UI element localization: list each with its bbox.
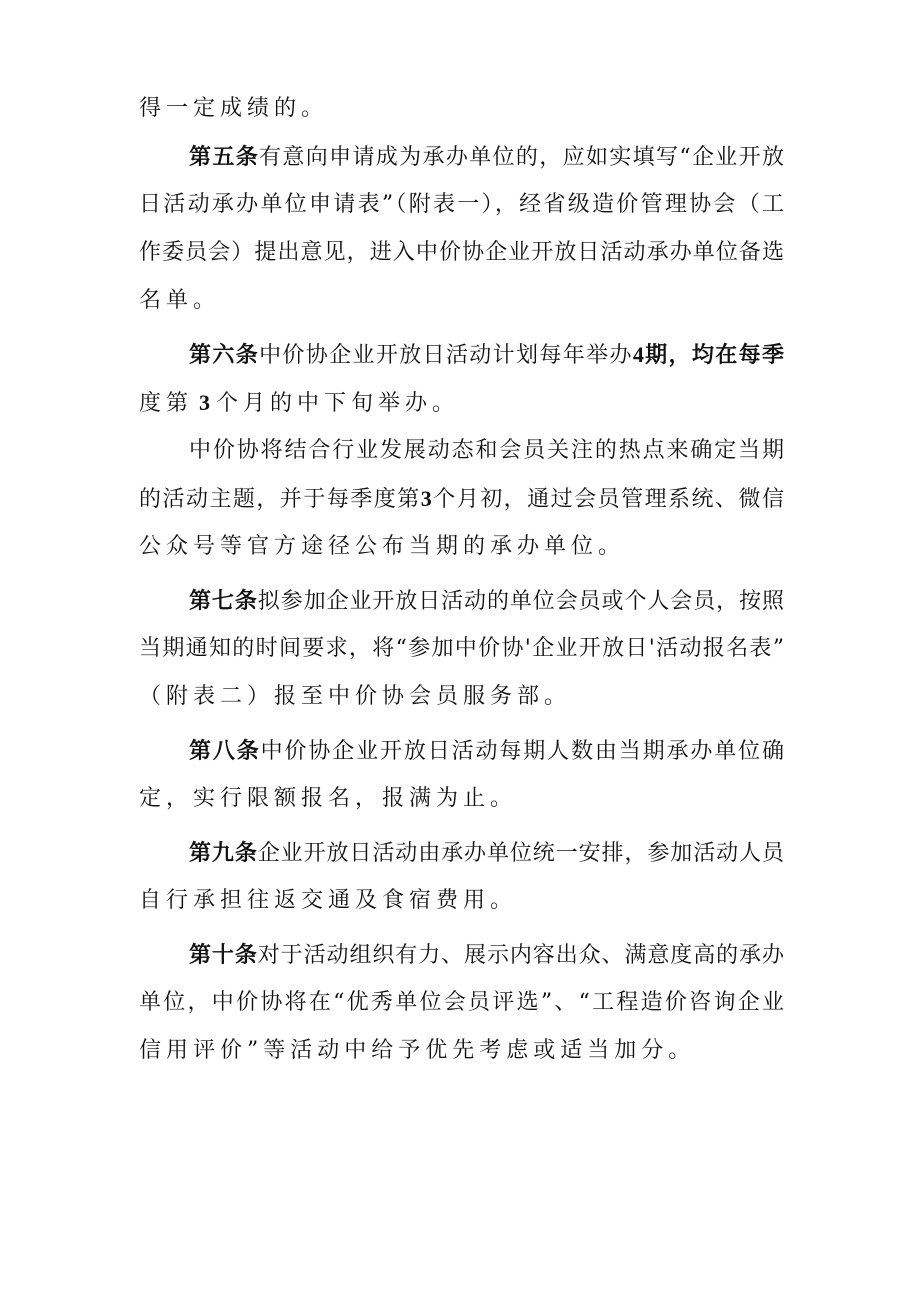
article-5-line-2 (139, 188, 784, 222)
article-6-line-2 (139, 386, 459, 420)
article-5-line-3 (139, 236, 784, 270)
article-5-text-4: 名单。 (139, 288, 221, 313)
article-6-text-end: ，均在每季 (668, 342, 784, 368)
paragraph-line-3 (139, 530, 625, 564)
article-5-line-4 (139, 284, 220, 318)
article-9-text: 企业开放日活动由承办单位统一安排，参加活动人员 (257, 841, 784, 866)
article-7-line-1 (139, 584, 784, 618)
article-5-text-3: 作委员会）提出意见，进入中价协企业开放日活动承办单位备选 (139, 240, 784, 265)
article-6-text-2a: 度第 (139, 391, 194, 416)
text-line (139, 92, 328, 126)
article-10-text: 对于活动组织有力、展示内容出众、满意度高的承办 (257, 943, 784, 968)
article-10-line-1 (139, 938, 784, 972)
article-9-text-2: 自行承担往返交通及食宿费用。 (139, 888, 518, 913)
article-7-text: 拟参加企业开放日活动的单位会员或个人会员，按照 (257, 589, 784, 614)
paragraph-line-1 (139, 434, 784, 468)
article-8-title: 第八条 (189, 738, 261, 764)
article-8-text: 中价协企业开放日活动每期人数由当期承办单位确 (260, 739, 784, 764)
article-7-text-2: 当期通知的时间要求，将“参加中价协'企业开放日'活动报名表” (139, 636, 784, 661)
paragraph-text-2a: 的活动主题，并于每季度第 (139, 487, 421, 512)
paragraph-text-1: 中价协将结合行业发展动态和会员关注的热点来确定当期 (189, 438, 784, 463)
article-10-title: 第十条 (189, 942, 258, 968)
paragraph-text-2b: 个月初，通过会员管理系统、微信 (431, 487, 784, 512)
period-unit: 期 (643, 342, 669, 368)
article-8-text-2: 定，实行限额报名，报满为止。 (139, 786, 518, 811)
article-10-line-2 (139, 986, 784, 1020)
article-7-line-2 (139, 632, 784, 666)
article-9-line-2 (139, 884, 517, 918)
paragraph-line-2 (139, 482, 784, 516)
month-number-2: 3 (420, 486, 432, 511)
article-7-text-3: （附表二）报至中价协会员服务部。 (139, 684, 572, 709)
article-7-title: 第七条 (189, 588, 258, 614)
article-9-title: 第九条 (189, 840, 258, 866)
article-6-title: 第六条 (189, 342, 260, 368)
month-number: 3 (199, 390, 211, 415)
article-10-line-3 (139, 1034, 695, 1068)
article-5-line-1 (139, 140, 784, 174)
article-6-line-1 (139, 338, 784, 372)
article-5-text-2: 日活动承办单位申请表”（附表一），经省级造价管理协会（工 (139, 192, 784, 217)
article-6-text-2b: 个月的中下旬举办。 (216, 391, 460, 416)
paragraph-text-3: 公众号等官方途径公布当期的承办单位。 (139, 534, 626, 559)
article-10-text-3: 信用评价”等活动中给予优先考虑或适当加分。 (139, 1038, 696, 1063)
article-8-line-2 (139, 782, 517, 816)
article-6-text: 中价协企业开放日活动计划每年举办 (259, 343, 633, 368)
article-5-text: 有意向申请成为承办单位的，应如实填写“企业开放 (259, 145, 784, 170)
article-7-line-3 (139, 680, 571, 714)
article-10-text-2: 单位，中价协将在“优秀单位会员评选”、“工程造价咨询企业 (139, 990, 784, 1015)
period-count: 4 (632, 342, 644, 367)
article-5-title: 第五条 (189, 144, 260, 170)
article-9-line-1 (139, 836, 784, 870)
article-8-line-1 (139, 734, 784, 768)
paragraph-tail: 得一定成绩的。 (139, 96, 329, 121)
